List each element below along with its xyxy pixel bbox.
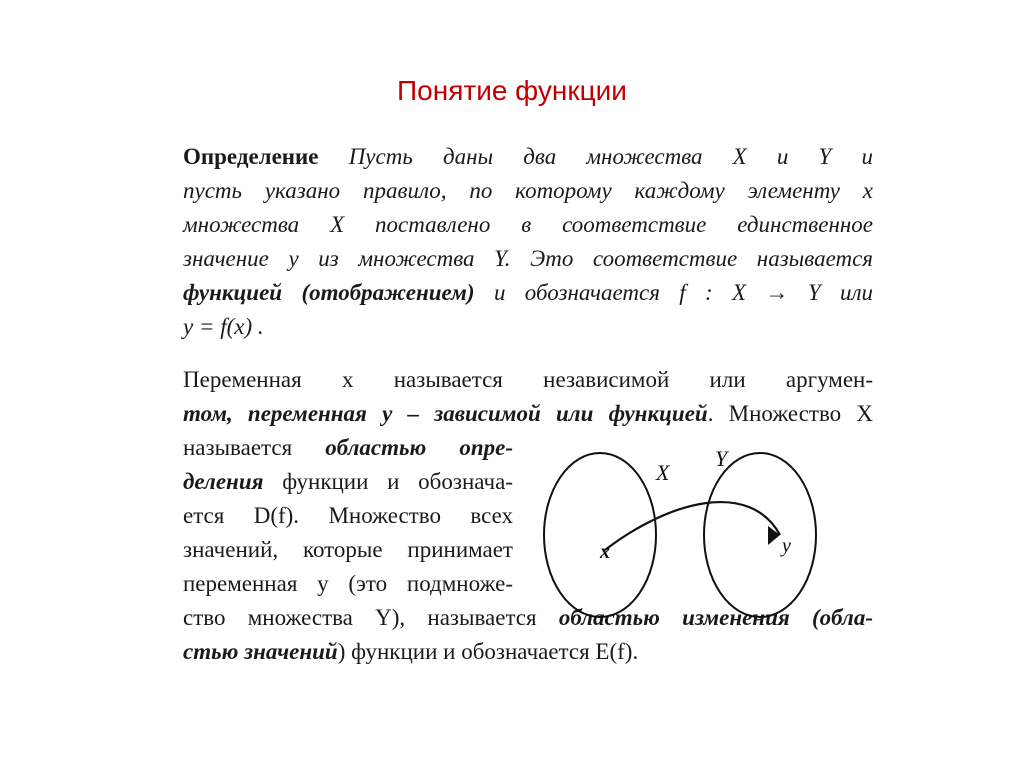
definition-line-5: функцией (отображением) и обозначается f : X → Y или [183,280,874,305]
definition-line-6: y = f(x) . [183,314,264,339]
label-y-set: Y [715,446,728,471]
label-x-element: x [600,541,610,563]
definition-label: Определение [183,144,319,169]
para-line-6: значений, которые принимает [183,537,513,562]
slide-title: Понятие функции [397,75,627,106]
para-line-5: ется D(f). Множество всех [183,503,513,528]
definition-line-4: значение y из множества Y. Это соответствие называется [183,246,873,271]
definition-line-3: множества X поставлено в соответствие единственное [183,212,873,237]
label-x-set: X [656,460,670,485]
definition-line-1: Определение Пусть даны два множества X и Y и [183,144,874,169]
para-line-8: ство множества Y), называется областью изменения (обла- [183,605,873,630]
set-mapping-diagram [530,440,840,620]
set-y-ellipse [704,453,816,617]
set-x-ellipse [544,453,656,617]
mapping-arrow [605,502,780,550]
para-line-7: переменная y (это подмноже- [183,571,513,596]
para-line-3: называется областью опре- [183,435,513,460]
definition-block [183,140,873,344]
definition-line-2: пусть указано правило, по которому каждому элементу x [183,178,873,203]
para-line-1: Переменная x называется независимой или аргумен- [183,367,873,392]
label-y-element: y [782,535,791,557]
para-line-9: стью значений) функции и обозначается E(f). [183,639,639,664]
para-line-4: деления функции и обознача- [183,469,513,494]
para-line-2: том, переменная y – зависимой или функцией. Множество X [183,401,873,426]
mapping-arrow-head [768,526,780,545]
